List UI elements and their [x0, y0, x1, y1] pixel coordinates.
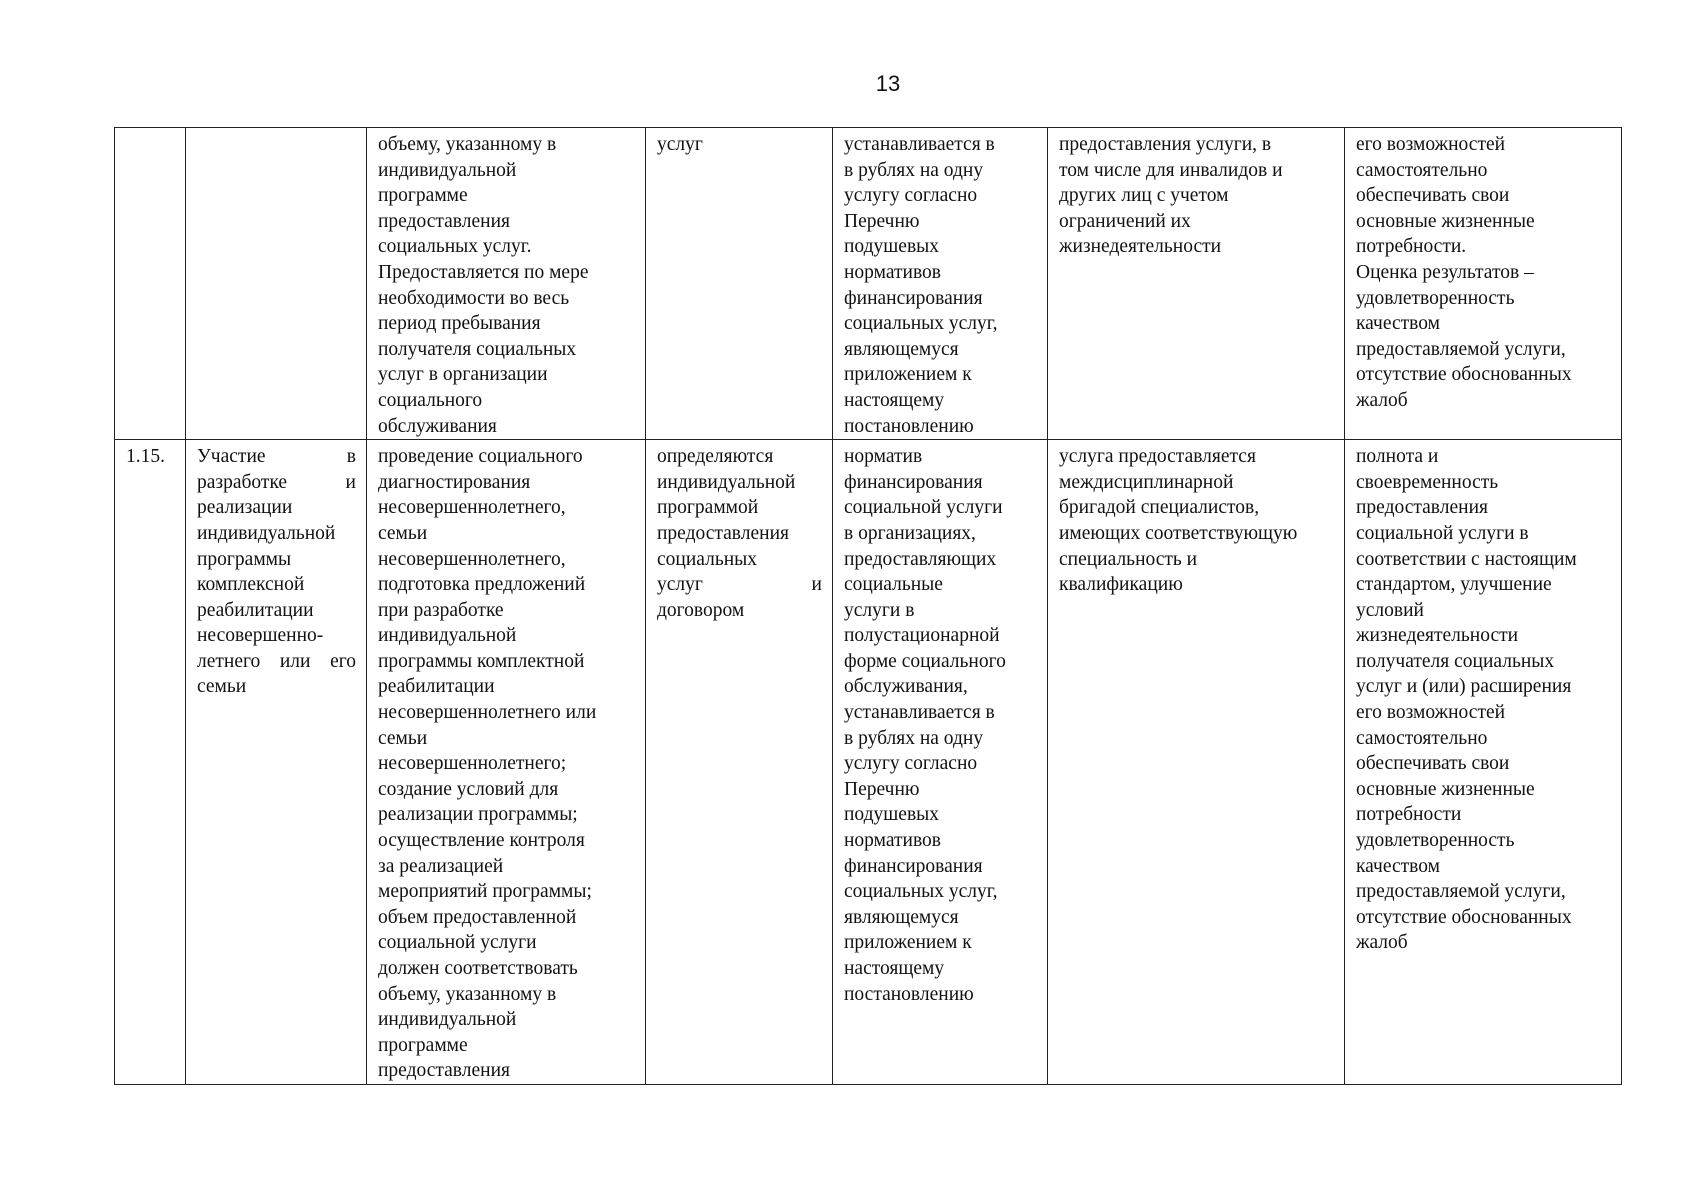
cell-service-conditions: услуга предоставляется междисциплинарной бригадой специалистов, имеющих соответствующую специальность и квалификацию [1048, 440, 1345, 1085]
service-name-line: реабилитации [197, 599, 314, 621]
table-row-1-15 [115, 440, 1622, 1085]
cell-service-term [646, 440, 833, 1085]
cell-service-name [186, 440, 367, 1085]
table-row-continuation [115, 128, 1622, 440]
service-term-line: программой [657, 497, 759, 519]
service-term-line: индивидуальной [657, 471, 796, 493]
cell-financing-norm: норматив финансирования социальной услуги в организациях, предоставляющих социальные услуги в полустационарной форме социального обслуживания, устанавливается в в рублях на одну услугу согласно Перечню подушевых нормативов финансирования социальных услуг, являющемуся приложением к настоящему постановлению [833, 440, 1048, 1085]
service-term-line: социальных [657, 548, 758, 570]
service-name-line: несовершенно- [197, 625, 324, 647]
cell-financing-norm: устанавливается в в рублях на одну услугу согласно Перечню подушевых нормативов финансирования социальных услуг, являющемуся приложением к настоящему постановлению [833, 128, 1048, 440]
service-name-line: семьи [197, 676, 247, 698]
cell-service-results: его возможностей самостоятельно обеспечивать свои основные жизненные потребности. Оценка результатов – удовлетворенность качеством предоставляемой услуги, отсутствие обоснованных жалоб [1345, 128, 1622, 440]
service-term-line: предоставления [657, 522, 789, 544]
cell-service-results: полнота и своевременность предоставления социальной услуги в соответствии с настоящим стандартом, улучшение условий жизнедеятельности получателя социальных услуг и (или) расширения его возможностей самостоятельно обеспечивать свои основные жизненные потребности удовлетворенность качеством предоставляемой услуги, отсутствие обоснованных жалоб [1345, 440, 1622, 1085]
service-name-line: комплексной [197, 574, 305, 596]
cell-service-content: проведение социального диагностирования несовершеннолетнего, семьи несовершеннолетнего, подготовка предложений при разработке индивидуальной программы комплектной реабилитации несовершеннолетнего или семьи несовершеннолетнего; создание условий для реализации программы; осуществление контроля за реализацией мероприятий программы; объем предоставленной социальной услуги должен соответствовать объему, указанному в индивидуальной программе предоставления [367, 440, 646, 1085]
service-standard-table [114, 127, 1622, 1085]
cell-number [115, 128, 186, 440]
cell-service-name [186, 128, 367, 440]
cell-service-term: услуг [646, 128, 833, 440]
service-term-line: определяются [657, 446, 774, 468]
cell-service-conditions: предоставления услуги, в том числе для инвалидов и других лиц с учетом ограничений их жизнедеятельности [1048, 128, 1345, 440]
service-term-line: услуг и [657, 574, 822, 596]
cell-number: 1.15. [115, 440, 186, 1085]
service-name-line: разработке и [197, 471, 356, 493]
service-name-line: индивидуальной [197, 522, 336, 544]
service-name-line: летнего или его [197, 650, 356, 672]
cell-service-content: объему, указанному в индивидуальной программе предоставления социальных услуг. Предоставляется по мере необходимости во весь период пребывания получателя социальных услуг в организации социального обслуживания [367, 128, 646, 440]
service-name-line: Участие в [197, 446, 356, 468]
service-name-line: программы [197, 548, 292, 570]
page-number: 13 [875, 71, 901, 96]
service-term-line: договором [657, 599, 745, 621]
service-name-line: реализации [197, 497, 293, 519]
